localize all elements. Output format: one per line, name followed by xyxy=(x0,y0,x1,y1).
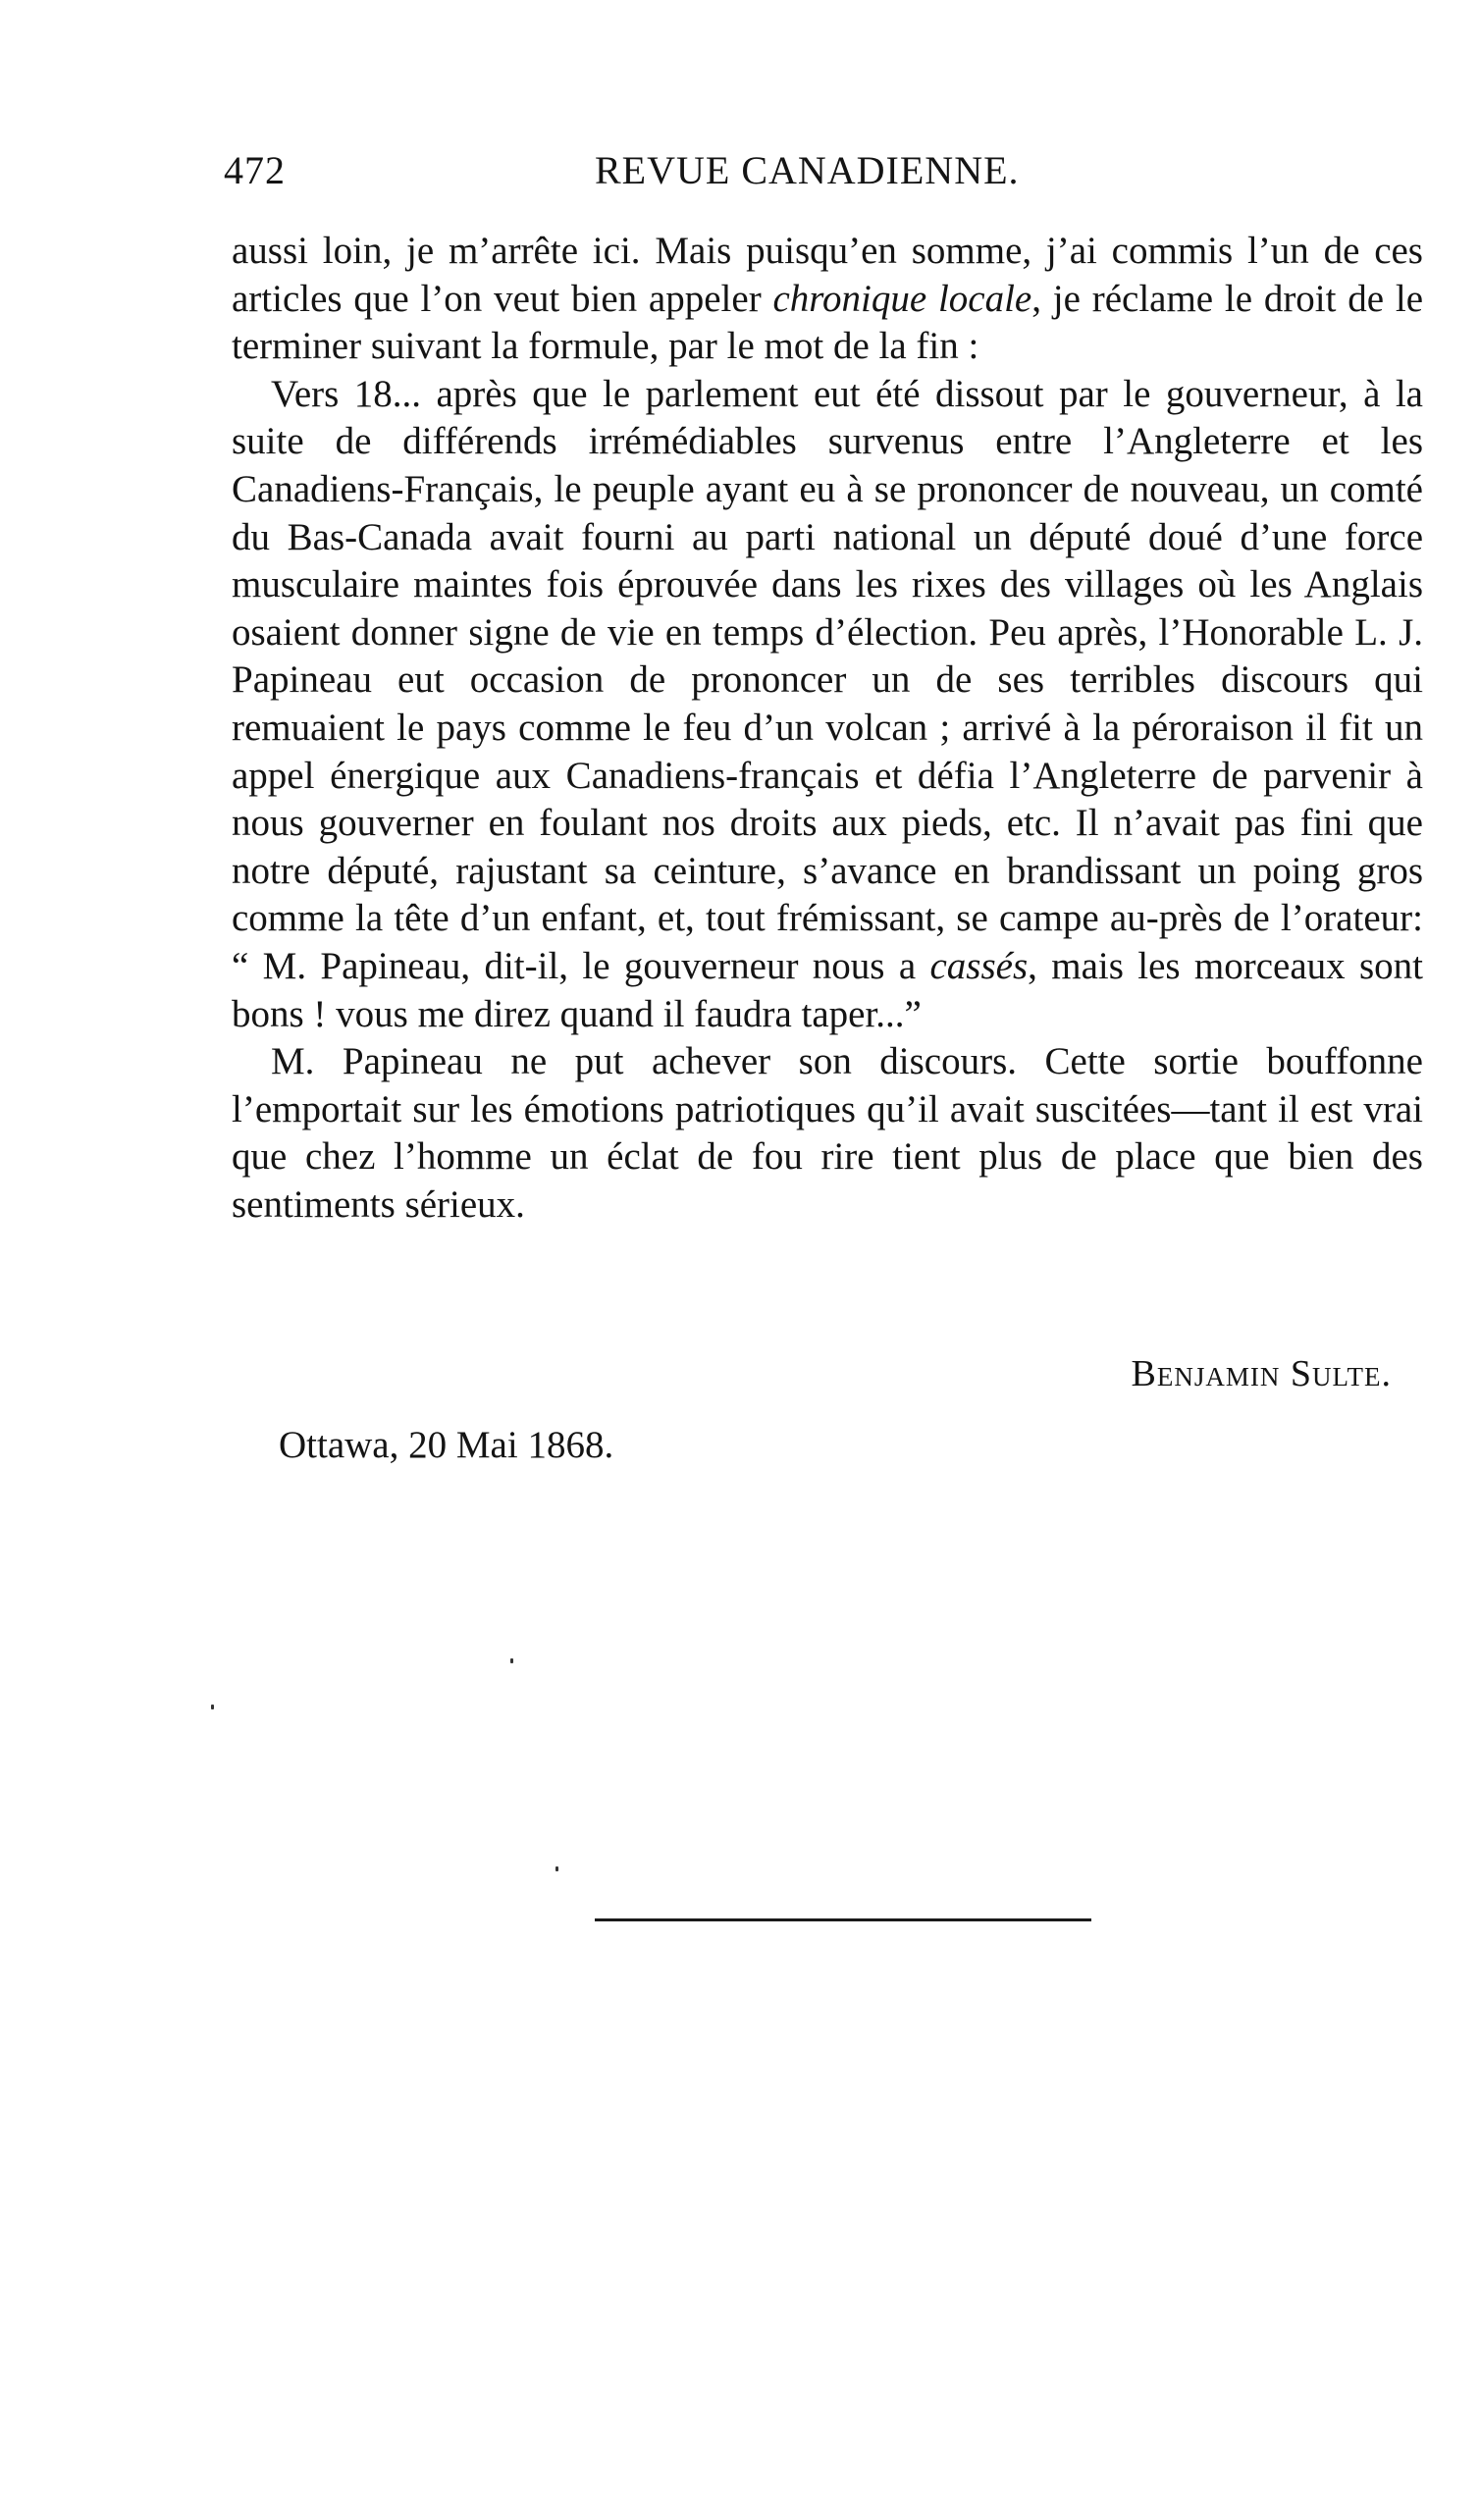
paragraph-2-italic: cassés xyxy=(929,944,1029,987)
section-end-rule xyxy=(595,1918,1091,1921)
print-speck xyxy=(510,1658,513,1663)
paragraph-3 xyxy=(232,1038,1423,1229)
page-number: 472 xyxy=(224,148,286,192)
author-signature: Benjamin Sulte. xyxy=(1131,1353,1392,1394)
dateline: Ottawa, 20 Mai 1868. xyxy=(279,1424,614,1466)
paragraph-1 xyxy=(232,228,1423,371)
paragraph-1-italic: chronique locale xyxy=(772,277,1032,320)
paragraph-3-text: M. Papineau ne put achever son discours. Cette sortie bouffonne l’emportait sur les émotions patriotiques qu’il avait suscitées—tant il est vrai que chez l’homme un éclat de fou rire tient plus de place que bien des sentiments sérieux. xyxy=(232,1040,1423,1226)
paragraph-2-text-end: , mais les morceaux sont bons ! vous me direz quand il faudra taper...” xyxy=(232,944,1424,1035)
running-head xyxy=(224,147,1087,206)
print-speck xyxy=(211,1705,214,1709)
paragraph-2-text: Vers 18... après que le parlement eut été dissout par le gouverneur, à la suite de différends irrémédiables survenus entre l’Angleterre et les Canadiens-Français, le peuple ayant eu à se prononcer de nouveau, un comté du Bas-Canada avait fourni au parti national un député doué d’une force musculaire maintes fois éprouvée dans les rixes des villages où les Anglais osaient donner signe de vie en temps d’élection. Peu après, l’Honorable L. J. Papineau eut occasion de prononcer un de ses terribles discours qui remuaient le pays comme le feu d’un volcan ; arrivé à la péroraison il fit un appel énergique aux Canadiens-français et défia l’Angleterre de parvenir à nous gouverner en foulant nos droits aux pieds, etc. Il n’avait pas fini que notre député, rajustant sa ceinture, s’avance en brandissant un poing gros comme la tête d’un enfant, et, tout frémissant, se campe au-près de l’orateur: “ M. Papineau, dit-il, le gouverneur nous a xyxy=(232,372,1423,987)
paragraph-1-text-end: , je réclame le droit de le terminer suivant la formule, par le mot de la fin : xyxy=(232,277,1423,368)
paragraph-1-text: aussi loin, je m’arrête ici. Mais puisqu’en somme, j’ai commis l’un de ces articles que l’on veut bien appeler xyxy=(232,230,1423,320)
journal-title: REVUE CANADIENNE. xyxy=(595,148,1020,192)
article-body xyxy=(232,228,1423,1229)
print-speck xyxy=(555,1866,558,1871)
paragraph-2 xyxy=(232,371,1423,1038)
